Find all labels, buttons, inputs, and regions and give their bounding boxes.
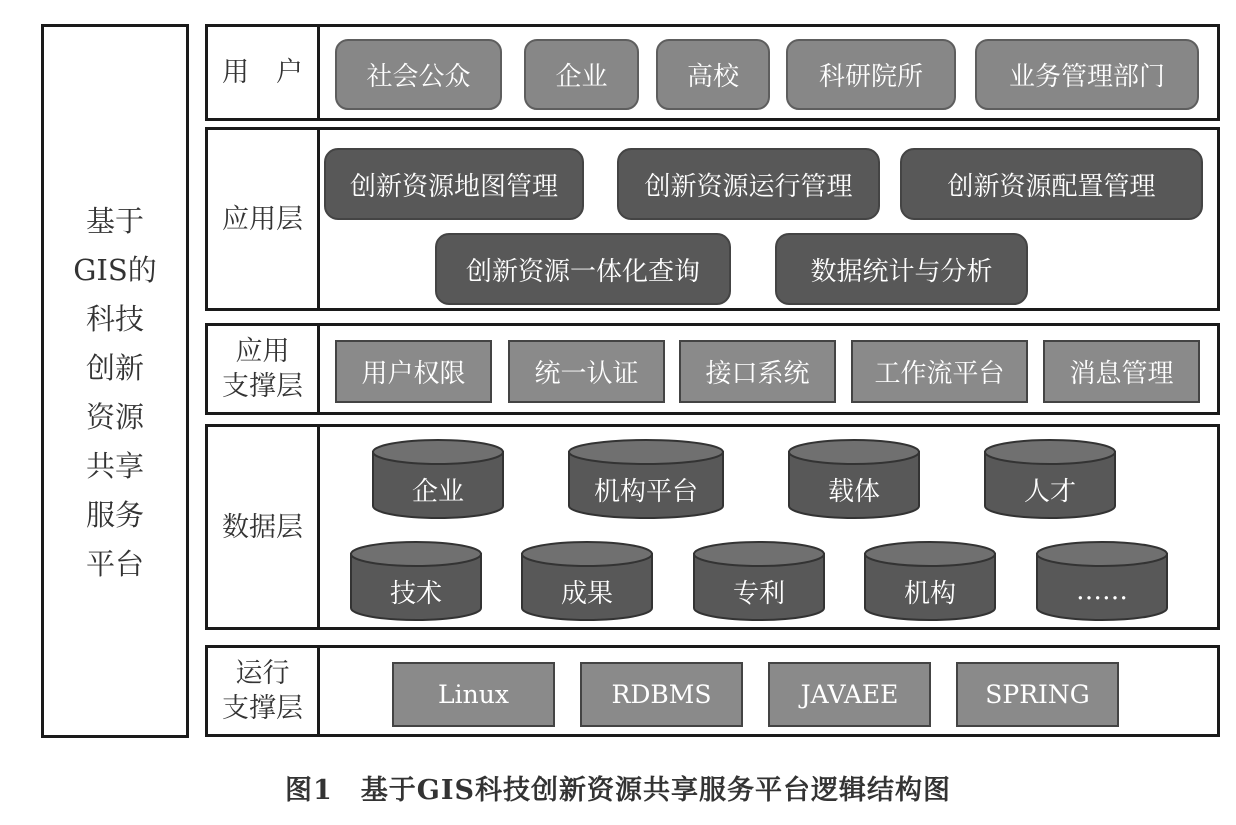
cylinder-label: 机构 (903, 578, 956, 609)
cylinder-label: 载体 (827, 476, 880, 507)
platform-title (44, 197, 186, 589)
runtime-item-linux: Linux (392, 662, 555, 727)
data-layer-label (208, 427, 320, 627)
platform-title-line: GIS的 (73, 253, 157, 287)
support-item-message-management: 消息管理 (1043, 340, 1200, 403)
data-cylinder-carrier (786, 436, 922, 522)
user-item-research-institute: 科研院所 (786, 39, 956, 110)
platform-title-line: 平台 (85, 547, 144, 581)
user-item-public: 社会公众 (335, 39, 502, 110)
app-item-allocation-management: 创新资源配置管理 (900, 148, 1203, 220)
platform-title-line: 创新 (85, 351, 144, 385)
platform-title-line: 基于 (85, 204, 144, 238)
app-support-layer (205, 323, 1220, 415)
user-item-enterprise: 企业 (524, 39, 639, 110)
support-item-user-permission: 用户权限 (335, 340, 492, 403)
app-item-map-management: 创新资源地图管理 (324, 148, 584, 220)
support-item-workflow-platform: 工作流平台 (851, 340, 1028, 403)
runtime-layer-label (208, 648, 320, 734)
data-cylinder-talent (982, 436, 1118, 522)
platform-title-line: 服务 (85, 498, 144, 532)
layer-label-line: 用 户 (222, 57, 303, 88)
layer-label-line: 应用层 (222, 203, 303, 235)
platform-title-line: 科技 (85, 302, 144, 336)
cylinder-label: …… (1076, 576, 1128, 606)
layer-label-line: 支撑层 (222, 693, 303, 724)
layer-label-line: 应用 (235, 336, 290, 367)
user-layer (205, 24, 1220, 121)
user-item-university: 高校 (656, 39, 770, 110)
application-layer-label (208, 130, 320, 308)
app-item-statistics-analysis: 数据统计与分析 (775, 233, 1028, 305)
runtime-item-rdbms: RDBMS (580, 662, 743, 727)
cylinder-label: 企业 (411, 476, 464, 507)
layer-label-line: 运行 (235, 658, 290, 689)
application-layer (205, 127, 1220, 311)
data-cylinder-technology (348, 538, 484, 624)
platform-title-box (41, 24, 189, 738)
data-cylinder-more (1034, 538, 1170, 624)
app-item-integrated-query: 创新资源一体化查询 (435, 233, 731, 305)
app-item-operation-management: 创新资源运行管理 (617, 148, 880, 220)
platform-title-line: 共享 (85, 449, 144, 483)
cylinder-label: 成果 (560, 578, 613, 609)
cylinder-label: 专利 (732, 578, 785, 609)
cylinder-label: 人才 (1023, 476, 1076, 507)
user-layer-label (208, 27, 320, 118)
data-cylinder-achievement (519, 538, 655, 624)
user-item-business-department: 业务管理部门 (975, 39, 1199, 110)
data-cylinder-patent (691, 538, 827, 624)
app-support-layer-label (208, 326, 320, 412)
support-item-interface-system: 接口系统 (679, 340, 836, 403)
figure-caption: 图1 基于GIS科技创新资源共享服务平台逻辑结构图 (285, 775, 951, 806)
layer-label-line: 数据层 (222, 511, 303, 543)
data-cylinder-institution (862, 538, 998, 624)
support-item-unified-auth: 统一认证 (508, 340, 665, 403)
runtime-layer (205, 645, 1220, 737)
data-cylinder-enterprise (370, 436, 506, 522)
data-cylinder-institution-platform (566, 436, 726, 522)
data-layer (205, 424, 1220, 630)
layer-label-line: 支撑层 (222, 371, 303, 402)
runtime-item-spring: SPRING (956, 662, 1119, 727)
platform-title-line: 资源 (85, 400, 144, 434)
cylinder-label: 机构平台 (593, 476, 698, 507)
cylinder-label: 技术 (389, 578, 442, 609)
runtime-item-javaee: JAVAEE (768, 662, 931, 727)
